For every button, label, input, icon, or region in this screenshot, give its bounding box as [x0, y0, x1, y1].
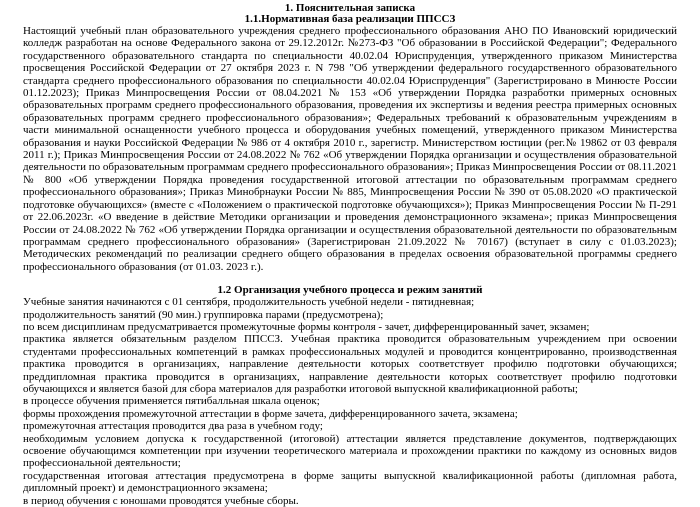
section-heading-organization: 1.2 Организация учебного процесса и режим занятий	[217, 284, 483, 297]
list-item: необходимым условием допуска к государственной (итоговой) аттестации является представление документов, подтверждающих освоение обучающимся компетенции при изучении теоретического материала и прохождении практики по каждому из основных видов профессиональной деятельности;	[23, 432, 677, 470]
list-item: Учебные занятия начинаются с 01 сентября, продолжительность учебной недели - пятидневная;	[23, 296, 475, 309]
list-item: формы прохождения промежуточной аттестации в форме зачета, дифференцированного зачета, экзамена;	[23, 407, 518, 420]
list-item: по всем дисциплинам предусматривается промежуточные формы контроля - зачет, дифференцированный зачет, экзамен;	[23, 320, 590, 333]
list-item: государственная итоговая аттестация предусмотрена в форме защиты выпускной квалификационной работы (дипломная работа, дипломный проект) и демонстрационного экзамена;	[23, 469, 677, 495]
list-item: в период обучения с юношами проводятся учебные сборы.	[23, 494, 299, 507]
list-item: в процессе обучения применяется пятибалльная шкала оценок;	[23, 395, 320, 408]
list-item: продолжительность занятий (90 мин.) группировка парами (предусмотрена);	[23, 308, 384, 321]
organization-list	[23, 296, 677, 507]
normative-base-paragraph: Настоящий учебный план образовательного учреждения среднего профессионального образования АНО ПО Ивановский юридический колледж разработан на основе Федерального закона от 29.12.2012г. №273-ФЗ "Об образовании в Российской Федерации"; Федерального государственного образовательного стандарта по специальности 40.02.04 Юриспруденция, утвержденного приказом Министерства просвещения Российской Федерации от 27 октября 2023 г. N 798 "Об утверждении федерального государственного образовательного стандарта среднего профессионального образования по специальности 40.02.04 Юриспруденция" (Зарегистрировано в Минюсте России 01.12.2023); Приказ Минпросвещения России от 08.04.2021 № 153 «Об утверждении Порядка разработки примерных основных образовательных программ среднего профессионального образования, проведения их экспертизы и ведения реестра примерных основных образовательных программ среднего профессионального образования»; Федеральных требований к образовательным учреждениям в части минимальной оснащенности учебного процесса и оборудования учебных помещений, утвержденного приказом Министерства образования и науки Российской Федерации № 986 от 4 октября 2010 г., зарегистр. Министерством юстиции (рег.№ 19862 от 03 февраля 2011 г.); Приказ Минпросвещения России от 24.08.2022 № 762 «Об утверждении Порядка организации и осуществления образовательной деятельности по образовательным программам среднего профессионального образования»; Приказ Минпросвещения России от 08.11.2021 № 800 «Об утверждении Порядка проведения государственной итоговой аттестации по образовательным программам среднего профессионального образования»; Приказ Минобрнауки России № 885, Минпросвещения России № 390 от 05.08.2020 «О практической подготовке обучающихся» (вместе с «Положением о практической подготовке обучающихся»); Приказ Минпросвещения России № П-291 от 22.06.2023г. «О введение в действие Методики организации и проведения демонстрационного экзамена»; приказ Минпросвещения России от 24.08.2022 № 762 «Об утверждении Порядка организации и осуществления образовательной деятельности по образовательным программам среднего профессионального образования» (Зарегистрирован 21.09.2022 № 70167) (вступает в силу с 01.03.2023); Методических рекомендаций по реализации среднего общего образования в пределах освоения образовательной программы среднего профессионального образования (от 01.03. 2023 г.).	[23, 25, 677, 273]
list-item: промежуточная аттестация проводится два раза в учебном году;	[23, 420, 323, 433]
list-item: практика является обязательным разделом ППССЗ. Учебная практика проводится образовательным учреждением при освоении студентами профессиональных компетенций в рамках профессиональных модулей и проводится концентрированно, производственная практика проводится в организациях, направление деятельности которых соответствует профилю подготовки обучающихся; преддипломная практика проводится в организациях, направление деятельности которых соответствует профилю подготовки обучающихся и является базой для сбора материалов для разработки итоговой выпускной квалификационной работы;	[23, 333, 677, 395]
section-heading-explanatory-note: 1. Пояснительная записка	[284, 2, 416, 14]
section-heading-normative-base: 1.1.Нормативная база реализации ППССЗ	[244, 13, 456, 25]
